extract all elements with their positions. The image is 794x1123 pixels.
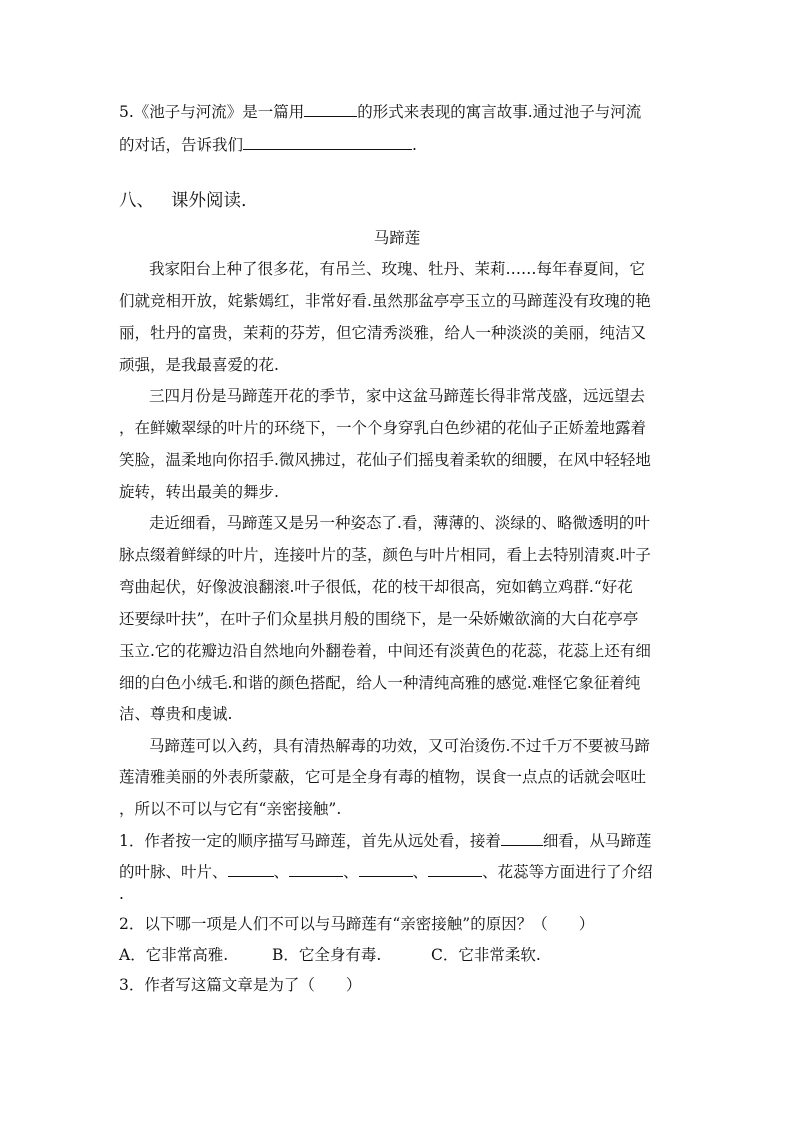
passage-line: 顽强，是我最喜爱的花. <box>119 356 279 374</box>
q5-blank-lesson[interactable] <box>243 134 412 150</box>
q1-sep: 、 <box>412 863 429 881</box>
q1-blank-4[interactable] <box>359 861 413 877</box>
passage-line: 旋转，转出最美的舞步. <box>119 483 279 501</box>
passage-line: 三四月份是马蹄莲开花的季节，家中这盆马蹄莲长得非常茂盛，远远望去 <box>149 387 646 405</box>
passage-line: 洁、尊贵和虔诚. <box>119 705 233 723</box>
section-heading <box>119 191 679 211</box>
passage-title: 马蹄莲 <box>373 229 421 247</box>
q5-text-a: 5.《池子与河流》是一篇用 <box>119 103 305 121</box>
q5-text-c: 的对话，告诉我们 <box>119 136 244 154</box>
q1-text-d: 、花蕊等方面进行了介绍 <box>482 863 653 881</box>
q3-question: 3．作者写这篇文章是为了（ ） <box>119 976 362 994</box>
passage-line: 细的白色小绒毛.和谐的颜色搭配，给人一种清纯高雅的感觉.难怪它象征着纯 <box>119 674 641 692</box>
passage-line: 弯曲起伏，好像波浪翻滚.叶子很低，花的枝干却很高，宛如鹤立鸡群.“好花 <box>119 578 633 596</box>
passage-line: 马蹄莲可以入药，具有清热解毒的功效，又可治烫伤.不过千万不要被马蹄 <box>149 737 650 755</box>
q1-line-1 <box>119 830 679 851</box>
passage-line: 脉点缀着鲜绿的叶片，连接叶片的茎，颜色与叶片相同，看上去特别清爽.叶子 <box>119 546 651 564</box>
q2-option-a[interactable]: A．它非常高雅. <box>119 946 229 964</box>
passage-line: 笑脸，温柔地向你招手.微风拂过，花仙子们摇曳着柔软的细腰，在风中轻轻地 <box>119 451 651 469</box>
q5-text-b: 的形式来表现的寓言故事.通过池子与河流 <box>357 103 642 121</box>
passage-line: ，所以不可以与它有“亲密接触”. <box>119 800 342 818</box>
q5-line-1 <box>119 101 679 122</box>
q1-blank-3[interactable] <box>289 861 343 877</box>
q1-line-3: . <box>119 885 124 903</box>
q5-blank-form[interactable] <box>304 101 357 117</box>
q1-text-b: 细看，从马蹄莲 <box>542 832 652 850</box>
q1-sep: 、 <box>343 863 359 881</box>
q1-blank-2[interactable] <box>228 861 274 877</box>
passage-line: ，在鲜嫩翠绿的叶片的环绕下，一个个身穿乳白色纱裙的花仙子正娇羞地露着 <box>119 419 647 437</box>
q5-line-2 <box>119 134 679 155</box>
q2-option-c[interactable]: C．它非常柔软. <box>431 946 541 964</box>
passage-line: 玉立.它的花瓣边沿自然地向外翻卷着，中间还有淡黄色的花蕊，花蕊上还有细 <box>119 642 651 660</box>
q5-text-d: . <box>412 136 417 154</box>
q1-line-2 <box>119 861 679 882</box>
section-number: 八、 <box>119 191 154 211</box>
q1-text-c: 的叶脉、叶片、 <box>119 863 228 881</box>
q1-blank-5[interactable] <box>428 861 482 877</box>
section-title: 课外阅读. <box>171 191 247 211</box>
q1-blank-1[interactable] <box>501 830 543 846</box>
q2-question: 2．以下哪一项是人们不可以与马蹄莲有“亲密接触”的原因？（ ） <box>119 915 595 933</box>
passage-line: 走近细看，马蹄莲又是另一种姿态了.看，薄薄的、淡绿的、略微透明的叶 <box>149 514 650 532</box>
passage-line: 丽，牡丹的富贵，茉莉的芬芳，但它清秀淡雅，给人一种淡淡的美丽，纯洁又 <box>119 324 647 342</box>
passage-line: 还要绿叶扶”，在叶子们众星拱月般的围绕下，是一朵娇嫩欲滴的大白花亭亭 <box>119 610 639 628</box>
q1-sep: 、 <box>273 863 290 881</box>
passage-line: 莲清雅美丽的外表所蒙蔽，它可是全身有毒的植物，误食一点点的话就会呕吐 <box>119 768 647 786</box>
passage-line: 我家阳台上种了很多花，有吊兰、玫瑰、牡丹、茉莉……每年春夏间，它 <box>149 260 646 278</box>
q1-text-a: 1．作者按一定的顺序描写马蹄莲，首先从远处看，接着 <box>119 832 501 850</box>
passage-line: 们就竞相开放，姹紫嫣红，非常好看.虽然那盆亭亭玉立的马蹄莲没有玫瑰的艳 <box>119 292 651 310</box>
q2-option-b[interactable]: B．它全身有毒. <box>272 946 382 964</box>
